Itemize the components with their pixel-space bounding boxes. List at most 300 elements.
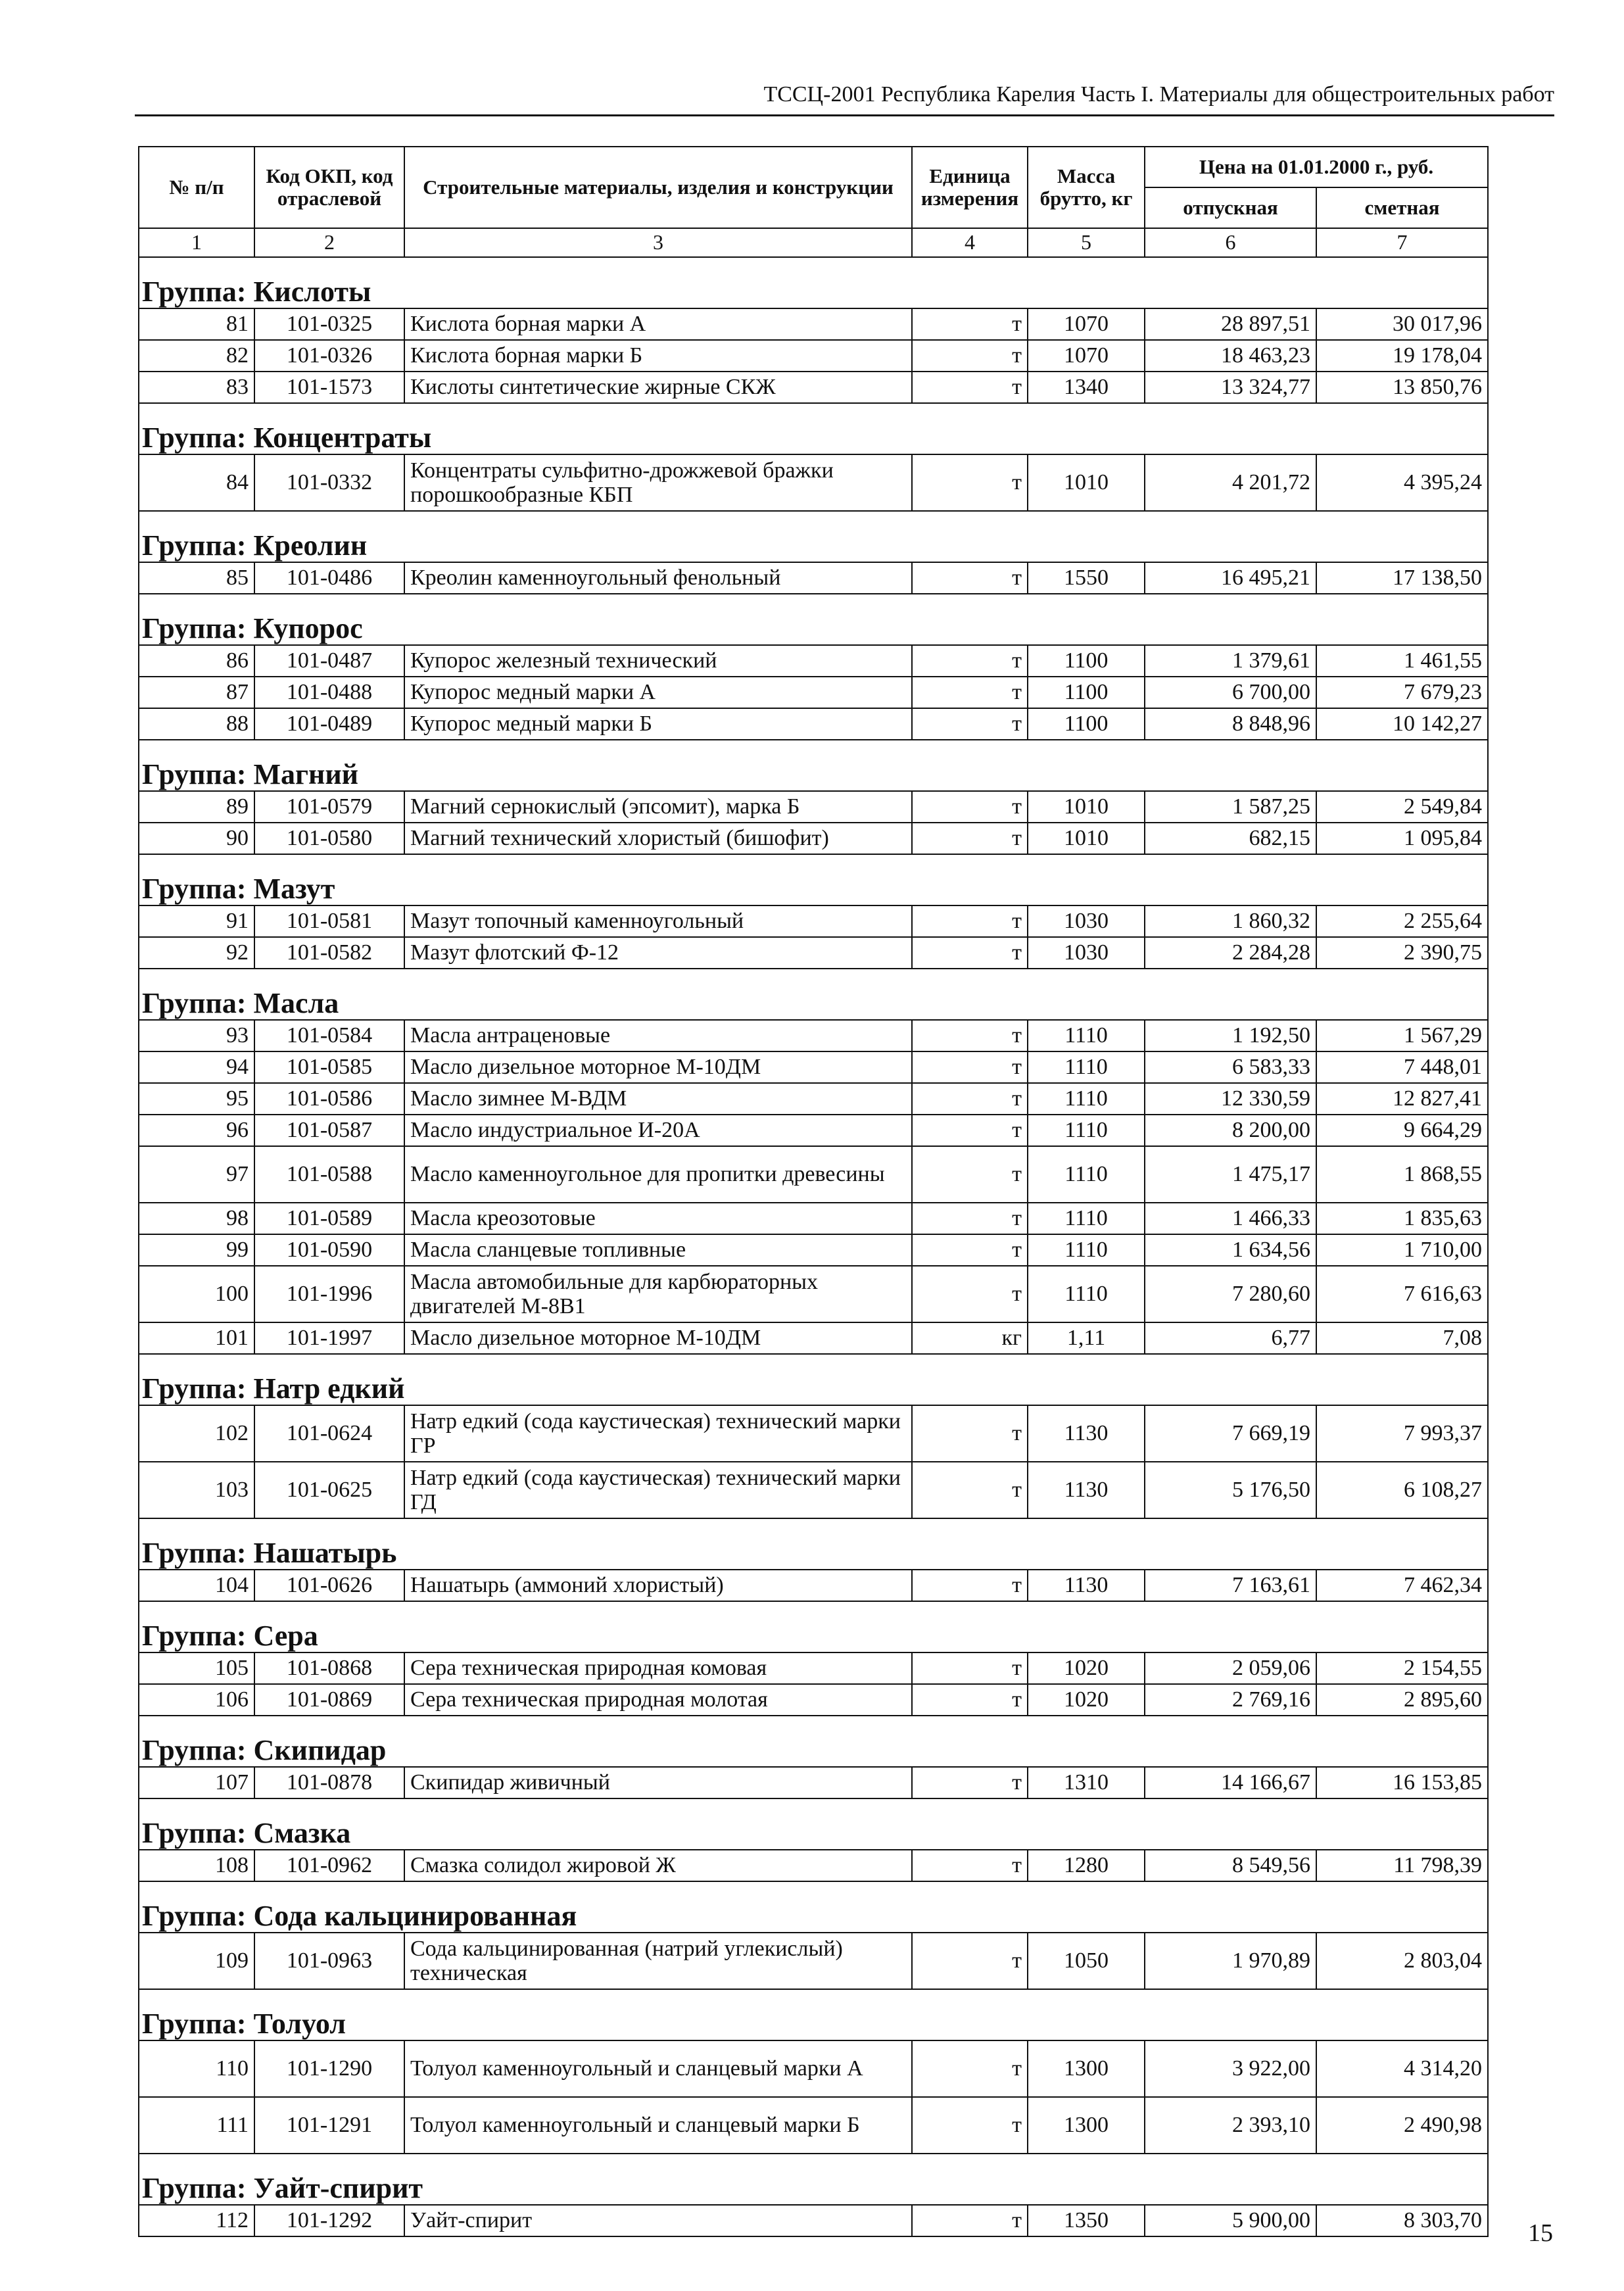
group-row <box>139 1518 1488 1570</box>
table-row <box>139 1051 1488 1083</box>
material-name: Толуол каменноугольный и сланцевый марки Б <box>404 2097 912 2154</box>
unit: т <box>912 1767 1028 1798</box>
column-number: 2 <box>254 228 404 257</box>
table-row <box>139 2040 1488 2097</box>
col-header-name: Строительные материалы, изделия и конструкции <box>404 147 912 228</box>
group-row <box>139 594 1488 645</box>
price-release: 2 393,10 <box>1145 2097 1316 2154</box>
table-row <box>139 1234 1488 1266</box>
item-number: 82 <box>139 340 254 372</box>
price-table <box>138 146 1489 2237</box>
unit: т <box>912 791 1028 823</box>
price-estimate: 11 798,39 <box>1316 1850 1488 1881</box>
unit: т <box>912 1684 1028 1716</box>
price-release: 1 634,56 <box>1145 1234 1316 1266</box>
group-title: Группа: Мазут <box>139 854 1488 905</box>
material-name: Масла креозотовые <box>404 1203 912 1234</box>
material-name: Креолин каменноугольный фенольный <box>404 562 912 594</box>
group-row <box>139 1354 1488 1405</box>
item-number: 81 <box>139 308 254 340</box>
item-number: 104 <box>139 1570 254 1601</box>
price-release: 7 669,19 <box>1145 1405 1316 1462</box>
gross-mass: 1280 <box>1028 1850 1145 1881</box>
price-estimate: 4 314,20 <box>1316 2040 1488 2097</box>
item-number: 107 <box>139 1767 254 1798</box>
gross-mass: 1340 <box>1028 372 1145 403</box>
unit: т <box>912 1083 1028 1115</box>
okp-code: 101-0332 <box>254 454 404 511</box>
gross-mass: 1100 <box>1028 645 1145 677</box>
group-title: Группа: Масла <box>139 969 1488 1020</box>
item-number: 101 <box>139 1322 254 1354</box>
price-estimate: 1 095,84 <box>1316 823 1488 854</box>
unit: т <box>912 562 1028 594</box>
gross-mass: 1130 <box>1028 1462 1145 1518</box>
item-number: 91 <box>139 905 254 937</box>
material-name: Сера техническая природная комовая <box>404 1652 912 1684</box>
item-number: 87 <box>139 677 254 708</box>
okp-code: 101-0579 <box>254 791 404 823</box>
material-name: Кислоты синтетические жирные СКЖ <box>404 372 912 403</box>
item-number: 90 <box>139 823 254 854</box>
gross-mass: 1300 <box>1028 2097 1145 2154</box>
material-name: Масло дизельное моторное М-10ДМ <box>404 1051 912 1083</box>
item-number: 102 <box>139 1405 254 1462</box>
gross-mass: 1100 <box>1028 677 1145 708</box>
price-estimate: 7 679,23 <box>1316 677 1488 708</box>
item-number: 99 <box>139 1234 254 1266</box>
okp-code: 101-0487 <box>254 645 404 677</box>
item-number: 103 <box>139 1462 254 1518</box>
item-number: 94 <box>139 1051 254 1083</box>
unit: т <box>912 937 1028 969</box>
okp-code: 101-1292 <box>254 2205 404 2236</box>
column-number: 1 <box>139 228 254 257</box>
item-number: 83 <box>139 372 254 403</box>
unit: т <box>912 340 1028 372</box>
price-release: 2 284,28 <box>1145 937 1316 969</box>
group-row <box>139 1989 1488 2040</box>
price-estimate: 1 461,55 <box>1316 645 1488 677</box>
item-number: 111 <box>139 2097 254 2154</box>
material-name: Кислота борная марки Б <box>404 340 912 372</box>
table-body <box>139 257 1488 2236</box>
price-release: 4 201,72 <box>1145 454 1316 511</box>
price-estimate: 9 664,29 <box>1316 1115 1488 1146</box>
material-name: Масло индустриальное И-20А <box>404 1115 912 1146</box>
price-release: 7 280,60 <box>1145 1266 1316 1322</box>
price-estimate: 2 154,55 <box>1316 1652 1488 1684</box>
okp-code: 101-0584 <box>254 1020 404 1051</box>
table-row <box>139 1933 1488 1989</box>
unit: т <box>912 372 1028 403</box>
okp-code: 101-0580 <box>254 823 404 854</box>
okp-code: 101-0589 <box>254 1203 404 1234</box>
item-number: 95 <box>139 1083 254 1115</box>
okp-code: 101-0489 <box>254 708 404 740</box>
column-number: 7 <box>1316 228 1488 257</box>
material-name: Нашатырь (аммоний хлористый) <box>404 1570 912 1601</box>
unit: т <box>912 1462 1028 1518</box>
okp-code: 101-0626 <box>254 1570 404 1601</box>
okp-code: 101-0624 <box>254 1405 404 1462</box>
okp-code: 101-0587 <box>254 1115 404 1146</box>
item-number: 85 <box>139 562 254 594</box>
table-row <box>139 708 1488 740</box>
gross-mass: 1110 <box>1028 1234 1145 1266</box>
gross-mass: 1110 <box>1028 1203 1145 1234</box>
price-release: 6,77 <box>1145 1322 1316 1354</box>
unit: т <box>912 454 1028 511</box>
unit: т <box>912 2097 1028 2154</box>
group-row <box>139 1798 1488 1850</box>
item-number: 93 <box>139 1020 254 1051</box>
item-number: 88 <box>139 708 254 740</box>
unit: т <box>912 1203 1028 1234</box>
item-number: 86 <box>139 645 254 677</box>
okp-code: 101-0326 <box>254 340 404 372</box>
gross-mass: 1010 <box>1028 791 1145 823</box>
material-name: Смазка солидол жировой Ж <box>404 1850 912 1881</box>
gross-mass: 1050 <box>1028 1933 1145 1989</box>
price-release: 3 922,00 <box>1145 2040 1316 2097</box>
table-row <box>139 1115 1488 1146</box>
column-number: 6 <box>1145 228 1316 257</box>
group-title: Группа: Нашатырь <box>139 1518 1488 1570</box>
gross-mass: 1110 <box>1028 1051 1145 1083</box>
table-row <box>139 1767 1488 1798</box>
table-row <box>139 1322 1488 1354</box>
group-row <box>139 969 1488 1020</box>
group-title: Группа: Концентраты <box>139 403 1488 454</box>
price-release: 18 463,23 <box>1145 340 1316 372</box>
gross-mass: 1550 <box>1028 562 1145 594</box>
price-release: 2 769,16 <box>1145 1684 1316 1716</box>
okp-code: 101-1291 <box>254 2097 404 2154</box>
material-name: Концентраты сульфитно-дрожжевой бражки порошкообразные КБП <box>404 454 912 511</box>
material-name: Масло каменноугольное для пропитки древесины <box>404 1146 912 1203</box>
unit: т <box>912 1020 1028 1051</box>
page-number: 15 <box>1528 2219 1553 2247</box>
table-row <box>139 372 1488 403</box>
material-name: Скипидар живичный <box>404 1767 912 1798</box>
unit: кг <box>912 1322 1028 1354</box>
price-release: 8 200,00 <box>1145 1115 1316 1146</box>
group-row <box>139 257 1488 308</box>
price-release: 5 900,00 <box>1145 2205 1316 2236</box>
price-estimate: 7 462,34 <box>1316 1570 1488 1601</box>
unit: т <box>912 1266 1028 1322</box>
table-row <box>139 1020 1488 1051</box>
price-release: 5 176,50 <box>1145 1462 1316 1518</box>
material-name: Толуол каменноугольный и сланцевый марки А <box>404 2040 912 2097</box>
okp-code: 101-1996 <box>254 1266 404 1322</box>
gross-mass: 1130 <box>1028 1405 1145 1462</box>
price-estimate: 2 255,64 <box>1316 905 1488 937</box>
material-name: Масла сланцевые топливные <box>404 1234 912 1266</box>
price-estimate: 1 710,00 <box>1316 1234 1488 1266</box>
material-name: Купорос железный технический <box>404 645 912 677</box>
gross-mass: 1020 <box>1028 1652 1145 1684</box>
price-estimate: 16 153,85 <box>1316 1767 1488 1798</box>
price-estimate: 19 178,04 <box>1316 340 1488 372</box>
table-row <box>139 1570 1488 1601</box>
price-estimate: 8 303,70 <box>1316 2205 1488 2236</box>
price-release: 13 324,77 <box>1145 372 1316 403</box>
group-row <box>139 511 1488 562</box>
material-name: Купорос медный марки Б <box>404 708 912 740</box>
column-number: 3 <box>404 228 912 257</box>
column-number: 5 <box>1028 228 1145 257</box>
group-row <box>139 740 1488 791</box>
col-header-mass: Масса брутто, кг <box>1028 147 1145 228</box>
item-number: 97 <box>139 1146 254 1203</box>
material-name: Натр едкий (сода каустическая) технический марки ГД <box>404 1462 912 1518</box>
table-row <box>139 454 1488 511</box>
okp-code: 101-0869 <box>254 1684 404 1716</box>
gross-mass: 1030 <box>1028 937 1145 969</box>
table-row <box>139 1462 1488 1518</box>
item-number: 89 <box>139 791 254 823</box>
price-release: 1 587,25 <box>1145 791 1316 823</box>
unit: т <box>912 645 1028 677</box>
gross-mass: 1100 <box>1028 708 1145 740</box>
item-number: 100 <box>139 1266 254 1322</box>
material-name: Сера техническая природная молотая <box>404 1684 912 1716</box>
material-name: Мазут топочный каменноугольный <box>404 905 912 937</box>
material-name: Уайт-спирит <box>404 2205 912 2236</box>
group-row <box>139 403 1488 454</box>
material-name: Кислота борная марки А <box>404 308 912 340</box>
table-row <box>139 1203 1488 1234</box>
okp-code: 101-0586 <box>254 1083 404 1115</box>
group-title: Группа: Уайт-спирит <box>139 2154 1488 2205</box>
table-row <box>139 937 1488 969</box>
gross-mass: 1070 <box>1028 340 1145 372</box>
item-number: 112 <box>139 2205 254 2236</box>
gross-mass: 1020 <box>1028 1684 1145 1716</box>
item-number: 110 <box>139 2040 254 2097</box>
header-rule <box>135 114 1554 116</box>
price-release: 7 163,61 <box>1145 1570 1316 1601</box>
col-header-unit: Единица измерения <box>912 147 1028 228</box>
gross-mass: 1300 <box>1028 2040 1145 2097</box>
okp-code: 101-0962 <box>254 1850 404 1881</box>
price-estimate: 6 108,27 <box>1316 1462 1488 1518</box>
price-release: 12 330,59 <box>1145 1083 1316 1115</box>
unit: т <box>912 1933 1028 1989</box>
price-estimate: 1 567,29 <box>1316 1020 1488 1051</box>
group-title: Группа: Смазка <box>139 1798 1488 1850</box>
table-row <box>139 1850 1488 1881</box>
price-estimate: 12 827,41 <box>1316 1083 1488 1115</box>
price-estimate: 2 490,98 <box>1316 2097 1488 2154</box>
unit: т <box>912 823 1028 854</box>
price-estimate: 13 850,76 <box>1316 372 1488 403</box>
price-estimate: 7 993,37 <box>1316 1405 1488 1462</box>
gross-mass: 1030 <box>1028 905 1145 937</box>
table-row <box>139 1083 1488 1115</box>
gross-mass: 1350 <box>1028 2205 1145 2236</box>
gross-mass: 1130 <box>1028 1570 1145 1601</box>
table-row <box>139 2205 1488 2236</box>
gross-mass: 1010 <box>1028 823 1145 854</box>
table-row <box>139 1652 1488 1684</box>
item-number: 109 <box>139 1933 254 1989</box>
group-row <box>139 1881 1488 1933</box>
okp-code: 101-0585 <box>254 1051 404 1083</box>
price-release: 682,15 <box>1145 823 1316 854</box>
okp-code: 101-0582 <box>254 937 404 969</box>
okp-code: 101-1997 <box>254 1322 404 1354</box>
table-row <box>139 1146 1488 1203</box>
col-header-okp: Код ОКП, код отраслевой <box>254 147 404 228</box>
price-estimate: 2 549,84 <box>1316 791 1488 823</box>
price-estimate: 2 390,75 <box>1316 937 1488 969</box>
table-row <box>139 1405 1488 1462</box>
price-release: 2 059,06 <box>1145 1652 1316 1684</box>
unit: т <box>912 2205 1028 2236</box>
price-release: 14 166,67 <box>1145 1767 1316 1798</box>
material-name: Магний сернокислый (эпсомит), марка Б <box>404 791 912 823</box>
item-number: 105 <box>139 1652 254 1684</box>
table-row <box>139 823 1488 854</box>
item-number: 92 <box>139 937 254 969</box>
table-row <box>139 340 1488 372</box>
table-row <box>139 1684 1488 1716</box>
okp-code: 101-0868 <box>254 1652 404 1684</box>
item-number: 84 <box>139 454 254 511</box>
group-row <box>139 1601 1488 1652</box>
material-name: Мазут флотский Ф-12 <box>404 937 912 969</box>
gross-mass: 1110 <box>1028 1266 1145 1322</box>
unit: т <box>912 1051 1028 1083</box>
running-header: ТССЦ-2001 Республика Карелия Часть I. Материалы для общестроительных работ <box>763 82 1554 107</box>
price-release: 1 192,50 <box>1145 1020 1316 1051</box>
okp-code: 101-0588 <box>254 1146 404 1203</box>
okp-code: 101-0488 <box>254 677 404 708</box>
material-name: Масло зимнее М-ВДМ <box>404 1083 912 1115</box>
material-name: Масла антраценовые <box>404 1020 912 1051</box>
group-title: Группа: Толуол <box>139 1989 1488 2040</box>
col-header-price: Цена на 01.01.2000 г., руб. <box>1145 147 1488 187</box>
group-title: Группа: Сода кальцинированная <box>139 1881 1488 1933</box>
price-estimate: 2 895,60 <box>1316 1684 1488 1716</box>
table-row <box>139 308 1488 340</box>
gross-mass: 1070 <box>1028 308 1145 340</box>
okp-code: 101-0878 <box>254 1767 404 1798</box>
table-row <box>139 905 1488 937</box>
price-release: 8 549,56 <box>1145 1850 1316 1881</box>
gross-mass: 1110 <box>1028 1115 1145 1146</box>
col-header-price-estimate: сметная <box>1316 187 1488 228</box>
material-name: Масло дизельное моторное М-10ДМ <box>404 1322 912 1354</box>
okp-code: 101-0963 <box>254 1933 404 1989</box>
group-title: Группа: Сера <box>139 1601 1488 1652</box>
gross-mass: 1310 <box>1028 1767 1145 1798</box>
price-estimate: 17 138,50 <box>1316 562 1488 594</box>
okp-code: 101-0486 <box>254 562 404 594</box>
unit: т <box>912 1405 1028 1462</box>
price-estimate: 7 616,63 <box>1316 1266 1488 1322</box>
price-estimate: 1 835,63 <box>1316 1203 1488 1234</box>
unit: т <box>912 1146 1028 1203</box>
okp-code: 101-0581 <box>254 905 404 937</box>
price-release: 1 466,33 <box>1145 1203 1316 1234</box>
material-name: Сода кальцинированная (натрий углекислый) техническая <box>404 1933 912 1989</box>
col-header-no: № п/п <box>139 147 254 228</box>
table-row <box>139 791 1488 823</box>
gross-mass: 1,11 <box>1028 1322 1145 1354</box>
price-release: 28 897,51 <box>1145 308 1316 340</box>
unit: т <box>912 1234 1028 1266</box>
item-number: 98 <box>139 1203 254 1234</box>
unit: т <box>912 677 1028 708</box>
column-number: 4 <box>912 228 1028 257</box>
price-table-wrap <box>138 146 1487 2237</box>
group-title: Группа: Купорос <box>139 594 1488 645</box>
header-row <box>139 147 1488 187</box>
unit: т <box>912 2040 1028 2097</box>
table-row <box>139 645 1488 677</box>
okp-code: 101-1573 <box>254 372 404 403</box>
price-release: 6 583,33 <box>1145 1051 1316 1083</box>
unit: т <box>912 1652 1028 1684</box>
material-name: Натр едкий (сода каустическая) технический марки ГР <box>404 1405 912 1462</box>
okp-code: 101-1290 <box>254 2040 404 2097</box>
okp-code: 101-0590 <box>254 1234 404 1266</box>
material-name: Масла автомобильные для карбюраторных двигателей М-8В1 <box>404 1266 912 1322</box>
price-release: 1 379,61 <box>1145 645 1316 677</box>
item-number: 96 <box>139 1115 254 1146</box>
unit: т <box>912 1115 1028 1146</box>
table-row <box>139 2097 1488 2154</box>
price-estimate: 2 803,04 <box>1316 1933 1488 1989</box>
gross-mass: 1110 <box>1028 1020 1145 1051</box>
col-header-price-release: отпускная <box>1145 187 1316 228</box>
column-number-row <box>139 228 1488 257</box>
price-release: 6 700,00 <box>1145 677 1316 708</box>
price-estimate: 7,08 <box>1316 1322 1488 1354</box>
price-release: 1 860,32 <box>1145 905 1316 937</box>
unit: т <box>912 308 1028 340</box>
price-release: 8 848,96 <box>1145 708 1316 740</box>
price-release: 1 970,89 <box>1145 1933 1316 1989</box>
unit: т <box>912 1570 1028 1601</box>
item-number: 108 <box>139 1850 254 1881</box>
material-name: Купорос медный марки А <box>404 677 912 708</box>
group-title: Группа: Скипидар <box>139 1716 1488 1767</box>
price-estimate: 10 142,27 <box>1316 708 1488 740</box>
group-title: Группа: Кислоты <box>139 257 1488 308</box>
group-row <box>139 1716 1488 1767</box>
group-row <box>139 854 1488 905</box>
table-row <box>139 677 1488 708</box>
group-title: Группа: Креолин <box>139 511 1488 562</box>
price-estimate: 1 868,55 <box>1316 1146 1488 1203</box>
unit: т <box>912 1850 1028 1881</box>
gross-mass: 1110 <box>1028 1083 1145 1115</box>
okp-code: 101-0625 <box>254 1462 404 1518</box>
table-row <box>139 562 1488 594</box>
material-name: Магний технический хлористый (бишофит) <box>404 823 912 854</box>
group-row <box>139 2154 1488 2205</box>
table-row <box>139 1266 1488 1322</box>
unit: т <box>912 708 1028 740</box>
gross-mass: 1010 <box>1028 454 1145 511</box>
unit: т <box>912 905 1028 937</box>
gross-mass: 1110 <box>1028 1146 1145 1203</box>
